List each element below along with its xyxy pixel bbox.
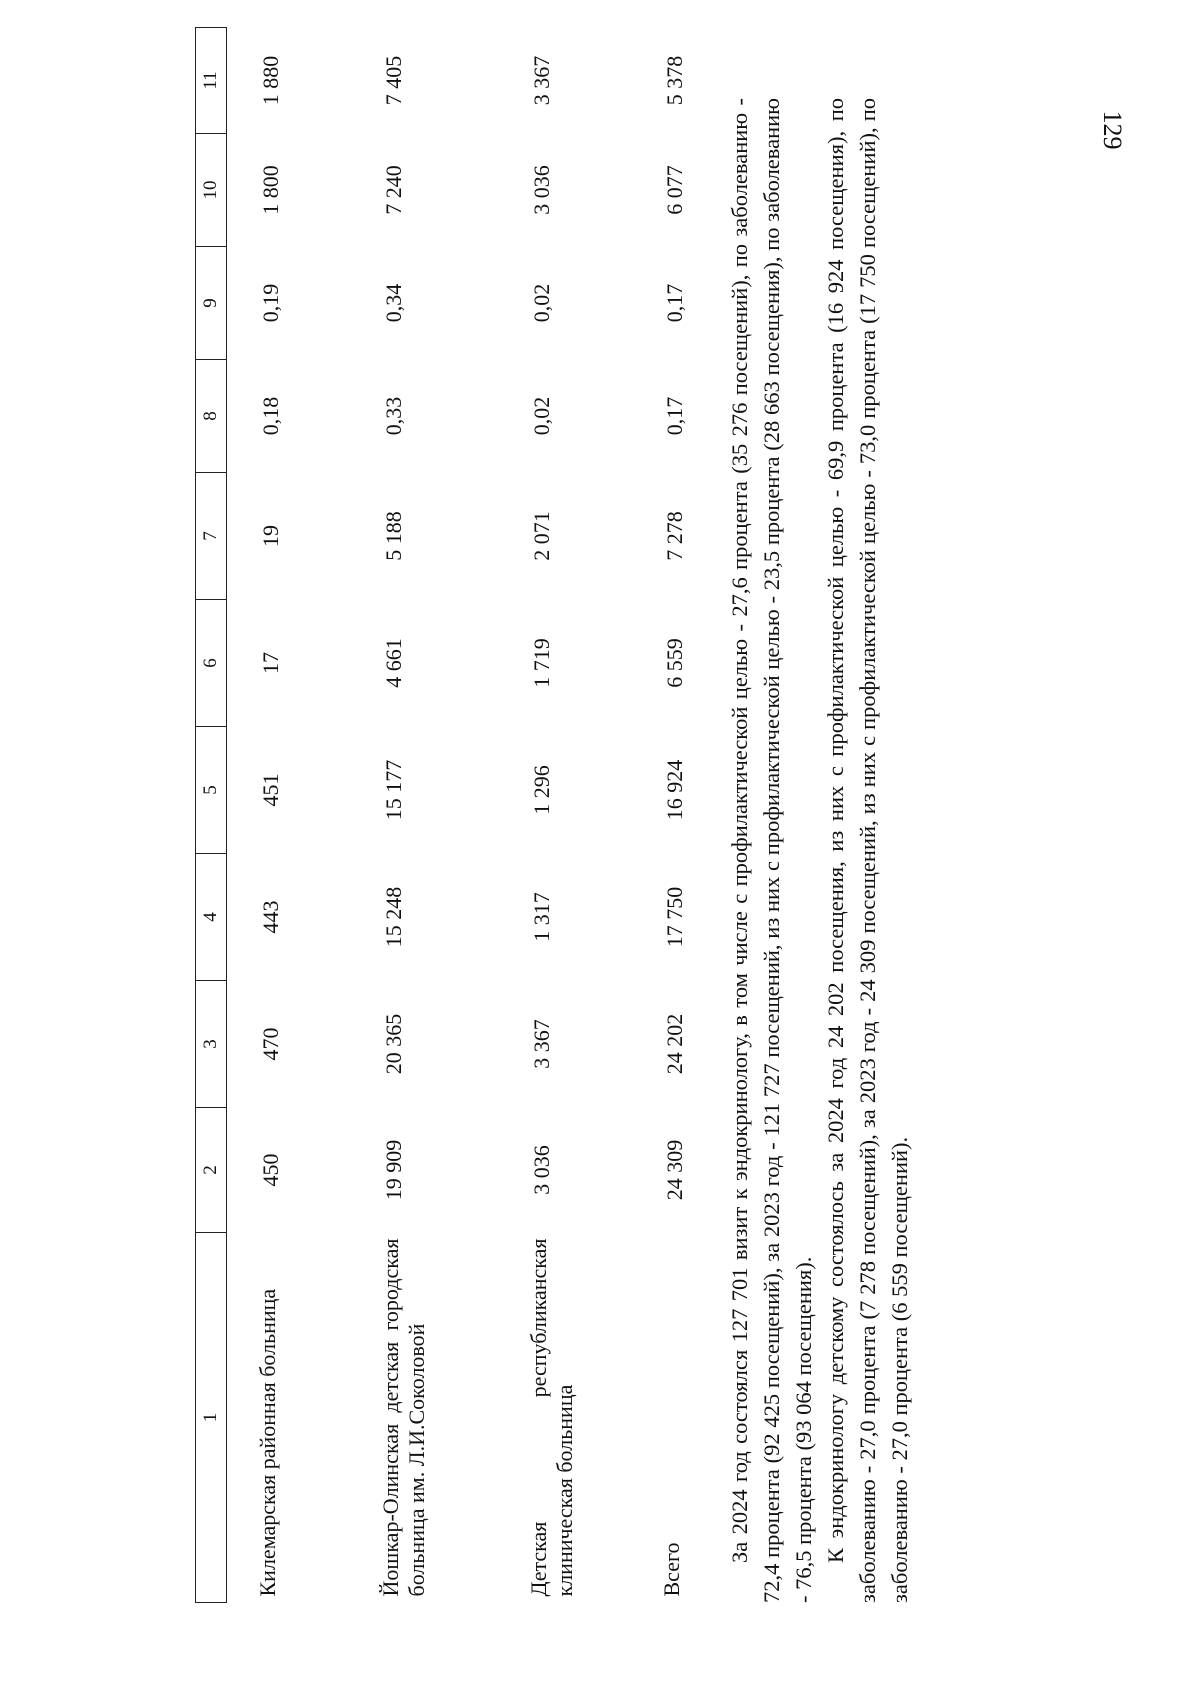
table-row-total xyxy=(631,28,714,1603)
paragraph: За 2024 год состоялся 127 701 визит к эндокринологу, в том числе с профилактической целью - 27,6 процента (35 276 посещений), по заболеванию - 72,4 процента (92 425 посещений), за 2023 год - 121 727 посещений, из них с профилактической целью - 23,5 процента (28 663 посещения), по заболеванию - 76,5 процента (93 064 посещения). xyxy=(727,98,816,1603)
column-header: 6 xyxy=(196,600,227,727)
column-header: 4 xyxy=(196,854,227,981)
table-cell: 2 071 xyxy=(529,511,554,561)
table-cell: 0,34 xyxy=(381,283,406,323)
table-cell: 1 800 xyxy=(258,165,283,215)
table-cell: 15 248 xyxy=(381,886,406,948)
table-cell: 4 661 xyxy=(381,638,406,688)
table-cell: 450 xyxy=(258,1153,283,1187)
body-text xyxy=(724,98,916,1603)
hospital-name-cell: Йошкар-Олинская детская городская больница им. Л.И.Соколовой xyxy=(378,1238,429,1597)
column-header: 5 xyxy=(196,727,227,854)
table-cell: 17 750 xyxy=(662,886,687,948)
table-cell: 1 317 xyxy=(529,892,554,942)
table-cell: 0,33 xyxy=(381,396,406,436)
table-cell: 24 309 xyxy=(662,1139,687,1201)
table-cell: 20 365 xyxy=(381,1013,406,1075)
table-cell: 0,19 xyxy=(258,283,283,323)
table-cell: 3 367 xyxy=(529,1019,554,1069)
table-cell: 17 xyxy=(258,652,283,674)
hospital-name-cell: Детская республиканская клиническая больница xyxy=(526,1238,577,1597)
table-cell: 15 177 xyxy=(381,759,406,821)
column-header: 11 xyxy=(196,28,227,134)
table-row xyxy=(350,28,498,1603)
table-cell: 443 xyxy=(258,900,283,934)
column-header: 3 xyxy=(196,981,227,1108)
table-cell: 5 188 xyxy=(381,511,406,561)
table-cell: 470 xyxy=(258,1027,283,1061)
table-cell: 1 719 xyxy=(529,638,554,688)
total-label-cell: Всего xyxy=(659,1542,684,1597)
table-cell: 3 036 xyxy=(529,1145,554,1195)
table-cell: 0,02 xyxy=(529,283,554,323)
hospital-name-cell: Килемарская районная больница xyxy=(255,1288,280,1597)
column-header: 10 xyxy=(196,134,227,247)
table-cell: 0,17 xyxy=(662,283,687,323)
table-cell: 6 077 xyxy=(662,165,687,215)
rotated-page-content xyxy=(195,55,915,1603)
table-cell: 1 296 xyxy=(529,765,554,815)
table-cell: 6 559 xyxy=(662,638,687,688)
table-cell: 3 036 xyxy=(529,165,554,215)
table-cell: 7 405 xyxy=(381,55,406,106)
column-header: 8 xyxy=(196,360,227,473)
table-row xyxy=(498,28,631,1603)
table-cell: 0,02 xyxy=(529,396,554,436)
table-cell: 451 xyxy=(258,773,283,807)
table-cell: 1 880 xyxy=(258,55,283,106)
table-cell: 3 367 xyxy=(529,55,554,106)
table-cell: 7 278 xyxy=(662,511,687,561)
table-cell: 5 378 xyxy=(662,55,687,106)
table-cell: 0,18 xyxy=(258,396,283,436)
table-cell: 19 xyxy=(258,525,283,547)
table-cell: 19 909 xyxy=(381,1139,406,1201)
column-header: 9 xyxy=(196,247,227,360)
page-number: 129 xyxy=(1098,110,1127,150)
table-cell: 16 924 xyxy=(662,759,687,821)
table-row xyxy=(227,28,351,1603)
column-header: 2 xyxy=(196,1108,227,1233)
column-header: 1 xyxy=(196,1233,227,1603)
table-header-row xyxy=(196,28,227,1603)
table-cell: 7 240 xyxy=(381,165,406,215)
statistics-table xyxy=(195,27,714,1603)
table-cell: 0,17 xyxy=(662,396,687,436)
column-header: 7 xyxy=(196,473,227,600)
table-cell: 24 202 xyxy=(662,1013,687,1075)
paragraph: К эндокринологу детскому состоялось за 2024 год 24 202 посещения, из них с профилактической целью - 69,9 процента (16 924 посещения), по заболеванию - 27,0 процента (7 278 посещений), за 2023 год - 24 309 посещений, из них с профилактической целью - 73,0 процента (17 750 посещений), по заболеванию - 27,0 процента (6 559 посещений). xyxy=(823,98,912,1603)
